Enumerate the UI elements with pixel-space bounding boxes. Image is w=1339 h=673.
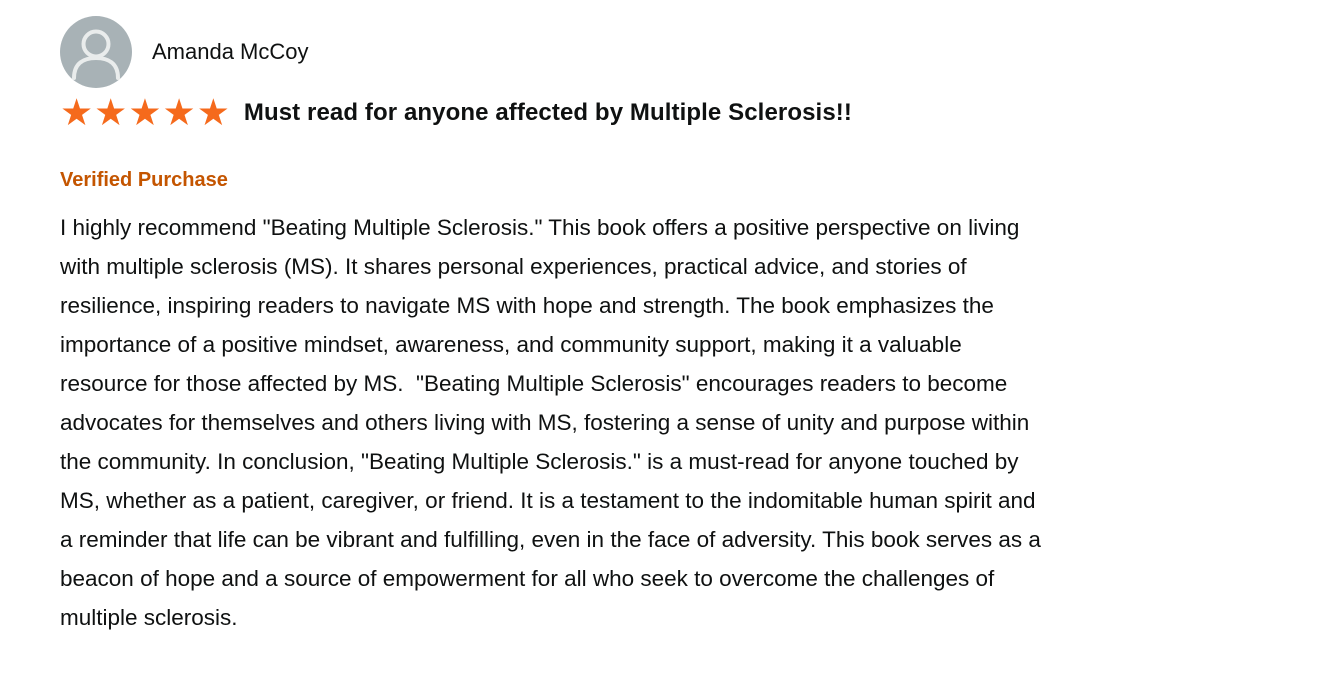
review-body-line: resource for those affected by MS. "Beating Multiple Sclerosis" encourages readers to become: [60, 371, 1008, 396]
review-body-line: the community. In conclusion, "Beating Multiple Sclerosis." is a must-read for anyone touched by: [60, 449, 1019, 474]
review-body-line: advocates for themselves and others living with MS, fostering a sense of unity and purpose within: [60, 410, 1030, 435]
avatar[interactable]: [60, 16, 132, 88]
reviewer-profile[interactable]: [60, 16, 1311, 88]
star-icon: ★: [60, 91, 94, 134]
review-body-line: with multiple sclerosis (MS). It shares personal experiences, practical advice, and stories of: [60, 254, 967, 279]
reviewer-name[interactable]: Amanda McCoy: [152, 38, 309, 64]
review-body-line: multiple sclerosis.: [60, 605, 238, 630]
review-rating-row: [60, 91, 1311, 134]
review-body-line: resilience, inspiring readers to navigate MS with hope and strength. The book emphasizes the: [60, 293, 994, 318]
review-body-line: importance of a positive mindset, awareness, and community support, making it a valuable: [60, 332, 962, 357]
review-body: [60, 208, 1311, 637]
person-icon: [60, 16, 132, 88]
star-icon: ★: [162, 91, 196, 134]
review-body-line: I highly recommend "Beating Multiple Sclerosis." This book offers a positive perspective on living: [60, 215, 1020, 240]
star-icon: ★: [128, 91, 162, 134]
star-icon: ★: [196, 91, 230, 134]
review-body-line: MS, whether as a patient, caregiver, or friend. It is a testament to the indomitable human spirit and: [60, 488, 1036, 513]
star-icon: ★: [94, 91, 128, 134]
review-body-line: beacon of hope and a source of empowerment for all who seek to overcome the challenges of: [60, 566, 995, 591]
review-title[interactable]: Must read for anyone affected by Multiple Sclerosis!!: [243, 98, 852, 126]
review-body-line: a reminder that life can be vibrant and fulfilling, even in the face of adversity. This book serves as a: [60, 527, 1041, 552]
star-rating[interactable]: [60, 91, 230, 134]
verified-purchase-badge[interactable]: Verified Purchase: [60, 169, 228, 191]
